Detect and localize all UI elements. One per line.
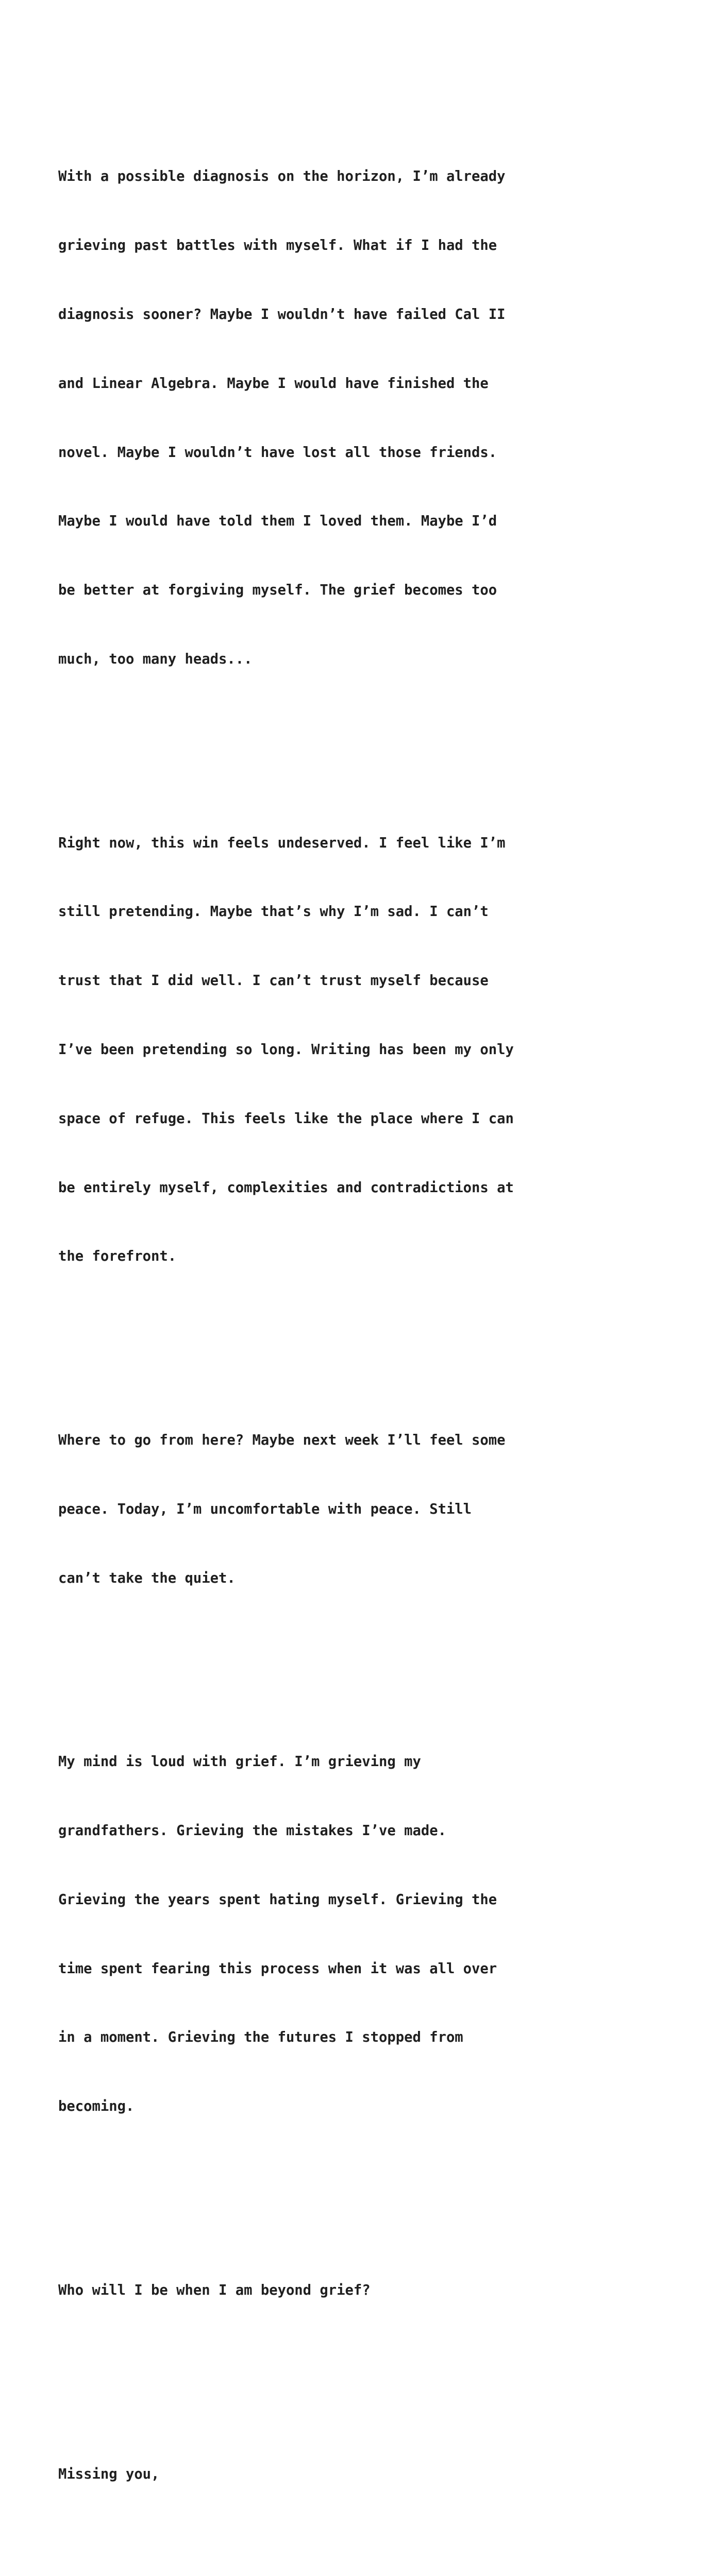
paragraph-pretending <box>58 786 677 1314</box>
text-line: diagnosis sooner? Maybe I wouldn’t have failed Cal II <box>58 306 506 323</box>
text-line: Where to go from here? Maybe next week I’ll feel some <box>58 1432 506 1449</box>
paragraph-question <box>58 2233 677 2348</box>
text-line: trust that I did well. I can’t trust myself because <box>58 973 489 989</box>
text-line: Who will I be when I am beyond grief? <box>58 2282 371 2298</box>
text-line: Maybe I would have told them I loved them. Maybe I’d <box>58 513 497 530</box>
text-line: in a moment. Grieving the futures I stopped from <box>58 2029 463 2046</box>
text-line: be entirely myself, complexities and contradictions at <box>58 1179 514 1196</box>
text-line: grandfathers. Grieving the mistakes I’ve made. <box>58 1823 446 1839</box>
letter-body <box>58 74 677 2576</box>
letter-closing <box>58 2417 677 2532</box>
text-line: and Linear Algebra. Maybe I would have finished the <box>58 375 489 392</box>
text-line: still pretending. Maybe that’s why I’m sad. I can’t <box>58 904 489 920</box>
text-line: Grieving the years spent hating myself. Grieving the <box>58 1891 497 1908</box>
paragraph-diagnosis <box>58 120 677 717</box>
text-line: peace. Today, I’m uncomfortable with peace. Still <box>58 1501 472 1517</box>
text-line: novel. Maybe I wouldn’t have lost all those friends. <box>58 444 497 461</box>
text-line: can’t take the quiet. <box>58 1570 236 1586</box>
text-line: becoming. <box>58 2098 135 2115</box>
text-line: Missing you, <box>58 2466 160 2482</box>
text-line: grieving past battles with myself. What if I had the <box>58 238 497 254</box>
text-line: I’ve been pretending so long. Writing has been my only <box>58 1041 514 1058</box>
text-line: the forefront. <box>58 1248 177 1265</box>
text-line: space of refuge. This feels like the place where I can <box>58 1110 514 1127</box>
text-line: Right now, this win feels undeserved. I feel like I’m <box>58 835 506 851</box>
text-line: much, too many heads... <box>58 651 253 667</box>
text-line: time spent fearing this process when it was all over <box>58 1960 497 1977</box>
text-line: be better at forgiving myself. The grief becomes too <box>58 582 497 599</box>
paragraph-grief <box>58 1705 677 2164</box>
text-line: With a possible diagnosis on the horizon, I’m already <box>58 168 506 185</box>
paragraph-peace <box>58 1383 677 1636</box>
text-line: My mind is loud with grief. I’m grieving my <box>58 1754 421 1770</box>
